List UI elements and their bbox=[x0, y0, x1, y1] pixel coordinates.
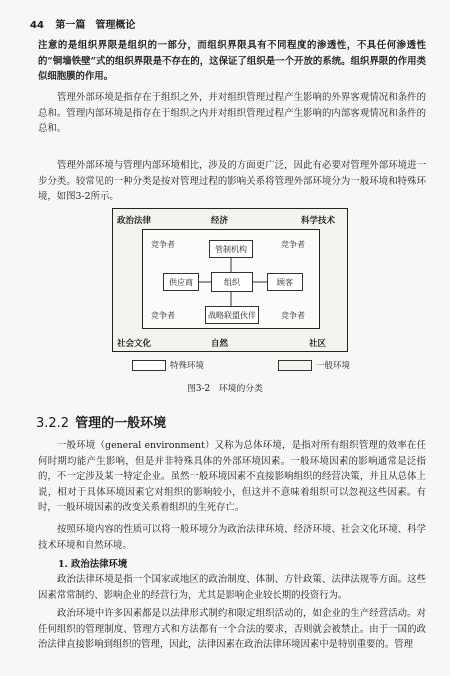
section-heading bbox=[36, 412, 166, 431]
label-social-culture: 社会文化 bbox=[117, 339, 152, 349]
paragraph-boundary: 注意的是组织界限是组织的一部分，而组织界限具有不同程度的渗透性，不具任何渗透性的“铜墙铁壁”式的组织界限是不存在的，这保证了组织是一个开放的系统。组织界限的作用类似细胞膜的作用。 bbox=[38, 40, 426, 83]
section-title: 管理的一般环境 bbox=[75, 416, 167, 431]
paragraph-general-env: 一般环境（general environment）又称为总体环境，是指对所有组织管理的效率在任何时期均能产生影响，但是并非特殊具体的外部环境因素。一般环境因素的影响通常是泛指的，不一定涉及某一特定企业。虽然一般环境因素不直接影响组织的经营决策，并且从总体上说，相对于具体环境因素它对组织的影响较小，但这并不意味着组织可以忽视这些因素。有时，一般环境因素的改变关系着组织的生死存亡。 bbox=[38, 440, 426, 514]
page-number: 44 bbox=[30, 20, 44, 31]
legend-general bbox=[278, 359, 350, 371]
part-title: 第一篇 管理概论 bbox=[55, 20, 136, 31]
competitor-label: 竞争者 bbox=[281, 311, 305, 320]
label-community: 社区 bbox=[309, 339, 327, 349]
label-nature: 自然 bbox=[211, 339, 229, 349]
legend-label-special: 特殊环境 bbox=[170, 361, 205, 371]
label-science-tech: 科学技术 bbox=[301, 216, 336, 226]
environment-diagram bbox=[112, 208, 348, 352]
box-regulators: 管制机构 bbox=[209, 240, 253, 258]
legend-special bbox=[132, 359, 204, 371]
section-number: 3.2.2 bbox=[36, 416, 70, 431]
legend-label-general: 一般环境 bbox=[316, 361, 351, 371]
label-political-legal: 政治法律 bbox=[117, 216, 152, 226]
running-header bbox=[30, 16, 135, 31]
box-customers: 顾客 bbox=[267, 273, 303, 291]
legend-swatch-special bbox=[132, 360, 166, 371]
figure-caption: 图3-2 环境的分类 bbox=[187, 384, 263, 394]
box-organization: 组织 bbox=[211, 272, 253, 292]
special-environment-area bbox=[142, 229, 320, 329]
paragraph-general-env-types: 按照环境内容的性质可以将一般环境分为政治法律环境、经济环境、社会文化环境、科学技术环境和自然环境。 bbox=[38, 524, 426, 551]
competitor-label: 竞争者 bbox=[151, 240, 175, 249]
competitor-label: 竞争者 bbox=[151, 311, 175, 320]
paragraph-political-law: 政治环境中许多因素都是以法律形式制约和限定组织活动的，如企业的生产经营活动。对任何组织的管理制度、管理方式和方法都有一个合法的要求，否则就会被禁止。由于一国的政治法律直接影响到组织的管理，因此，法律因素在政治法律环境因素中是特别重要的。管理 bbox=[38, 608, 426, 651]
paragraph-env-definition: 管理外部环境是指存在于组织之外，并对组织管理过程产生影响的外界客观情况和条件的总和。管理内部环境是指存在于组织之内并对组织管理过程产生影响的内部客观情况和条件的总和。 bbox=[38, 92, 426, 135]
box-suppliers: 供应商 bbox=[163, 273, 199, 291]
paragraph-env-classification: 管理外部环境与管理内部环境相比，涉及的方面更广泛，因此有必要对管理外部环境进一步分类。较常见的一种分类是按对管理过程的影响关系将管理外部环境分为一般环境和特殊环境，如图3-2所示。 bbox=[38, 160, 426, 203]
box-strategic-partners: 战略联盟伙伴 bbox=[205, 306, 259, 324]
subheading-political-legal: 1. 政治法律环境 bbox=[58, 559, 128, 570]
label-economy: 经济 bbox=[211, 216, 229, 226]
legend-swatch-general bbox=[278, 360, 312, 371]
paragraph-political-legal: 政治法律环境是指一个国家或地区的政治制度、体制、方针政策、法律法规等方面。这些因素常常制约、影响企业的经营行为，尤其是影响企业较长期的投资行为。 bbox=[38, 574, 426, 601]
competitor-label: 竞争者 bbox=[281, 240, 305, 249]
